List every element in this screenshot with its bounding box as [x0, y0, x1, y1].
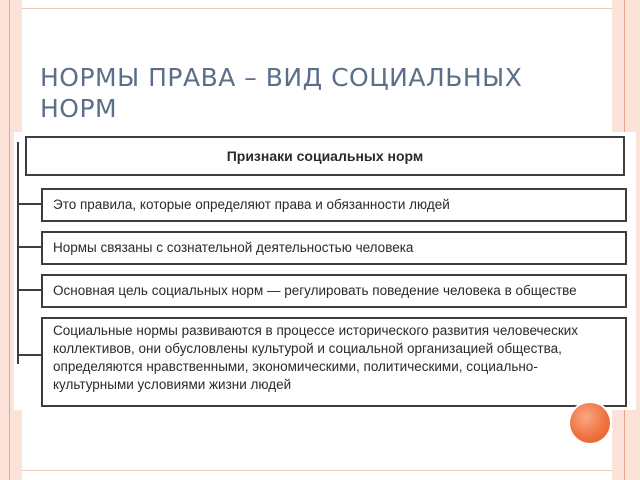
diagram-connector-tick	[17, 354, 43, 356]
diagram-connector-tick	[17, 246, 43, 248]
feature-box-4	[41, 317, 627, 407]
feature-box-1	[41, 188, 627, 222]
norms-diagram	[14, 132, 636, 410]
accent-circle	[570, 403, 610, 443]
diagram-header-box	[25, 136, 625, 176]
feature-text-4: Социальные нормы развиваются в процессе исторического развития человеческих коллективов, они обусловлены культурой и социальной организацией общества, определяются нравственными, экономическими, политическими, социально-культурными условиями жизни людей	[53, 323, 579, 392]
diagram-connector-spine	[17, 142, 19, 364]
feature-text-2: Нормы связаны с сознательной деятельностью человека	[53, 240, 414, 255]
diagram-header: Признаки социальных норм	[226, 148, 424, 164]
feature-box-2	[41, 231, 627, 265]
feature-box-3	[41, 274, 627, 308]
diagram-connector-tick	[17, 289, 43, 291]
top-decorative-line	[22, 8, 612, 9]
left-decorative-line	[9, 0, 10, 480]
diagram-connector-tick	[17, 203, 43, 205]
slide-title: НОРМЫ ПРАВА – ВИД СОЦИАЛЬНЫХ НОРМ	[40, 63, 523, 123]
feature-text-3: Основная цель социальных норм — регулировать поведение человека в обществе	[53, 283, 577, 298]
bottom-decorative-line	[22, 470, 612, 471]
feature-text-1: Это правила, которые определяют права и обязанности людей	[53, 197, 450, 212]
